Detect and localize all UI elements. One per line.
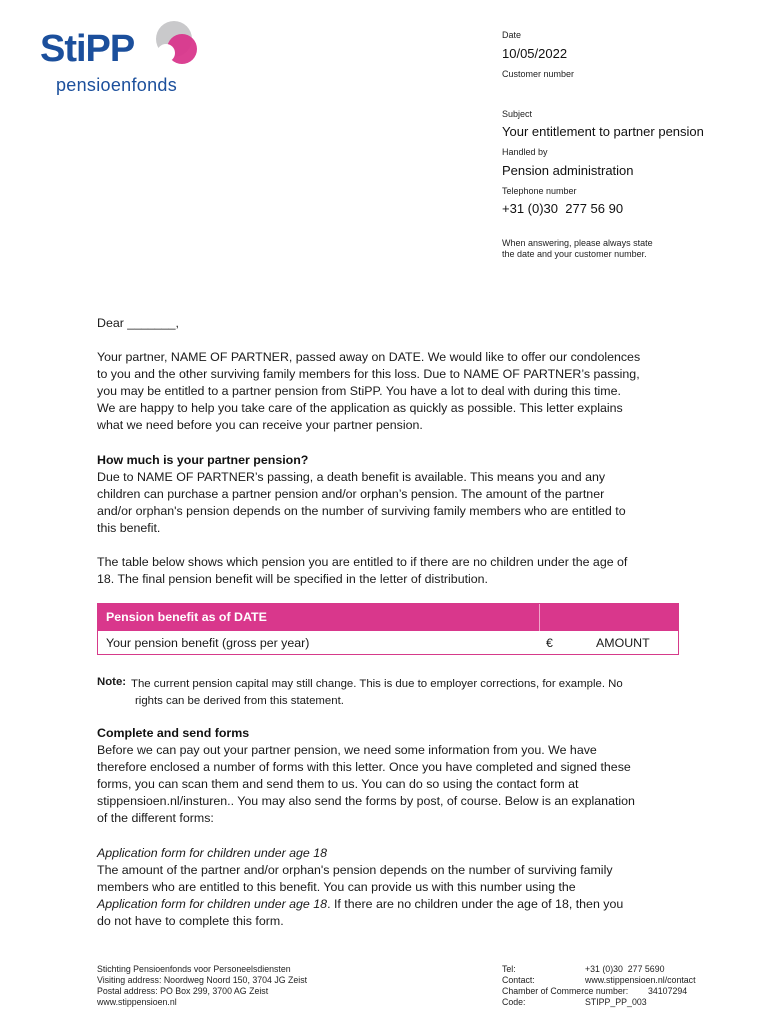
footer-website: www.stippensioen.nl [97, 997, 177, 1007]
footer-coc-label: Chamber of Commerce number: [502, 986, 629, 996]
section1-line: and/or orphan's pension depends on the number of surviving family members who are entitled to [97, 504, 626, 518]
section1-line: this benefit. [97, 521, 161, 535]
table-row-currency: € [546, 636, 553, 650]
intro-line: Your partner, NAME OF PARTNER, passed away on DATE. We would like to offer our condolences [97, 350, 641, 364]
logo-wordmark: StiPP [40, 28, 135, 70]
section1b-line: The table below shows which pension you are entitled to if there are no children under the age of [97, 555, 628, 569]
footer-tel-label: Tel: [502, 964, 516, 974]
note-label: Note: [97, 676, 127, 688]
section2-line: Before we can pay out your partner pension, we need some information from you. We have [97, 743, 597, 757]
section1b-line: 18. The final pension benefit will be specified in the letter of distribution. [97, 572, 489, 586]
intro-line: what we need before you can receive your partner pension. [97, 418, 423, 432]
footer-org-name: Stichting Pensioenfonds voor Personeelsdiensten [97, 964, 291, 974]
date-label: Date [502, 30, 522, 40]
logo-subname: pensioenfonds [56, 75, 177, 95]
footer-contact-value: www.stippensioen.nl/contact [585, 975, 696, 985]
form-line: The amount of the partner and/or orphan's pension depends on the number of surviving family [97, 863, 613, 877]
section1-line: Due to NAME OF PARTNER’s passing, a death benefit is available. This means you and any [97, 470, 606, 484]
section1-line: children can purchase a partner pension and/or orphan’s pension. The amount of the partner [97, 487, 605, 501]
subject-label: Subject [502, 109, 533, 119]
logo-circles-icon [150, 20, 204, 70]
footer-coc-value: 34107294 [648, 986, 688, 996]
note-line-2: rights can be derived from this statement. [135, 695, 344, 707]
table-divider [539, 604, 540, 631]
telephone-label: Telephone number [502, 186, 577, 196]
table-header-label: Pension benefit as of DATE [106, 610, 267, 624]
table-row-label: Your pension benefit (gross per year) [106, 636, 310, 650]
section-heading-forms: Complete and send forms [97, 726, 250, 740]
intro-line: to you and the other surviving family members for this loss. Due to NAME OF PARTNER’s passing, [97, 367, 640, 381]
date-value: 10/05/2022 [502, 46, 568, 61]
footer-visiting-address: Visiting address: Noordweg Noord 150, 3704 JG Zeist [97, 975, 308, 985]
handled-by-value: Pension administration [502, 163, 634, 178]
telephone-value: +31 (0)30 277 56 90 [502, 201, 624, 216]
section2-line: therefore enclosed a number of forms with this letter. Once you have completed and signed these [97, 760, 631, 774]
section2-line: stippensioen.nl/insturen.. You may also send the forms by post, of course. Below is an explanation [97, 794, 635, 808]
answer-note-line-2: the date and your customer number. [502, 249, 647, 259]
customer-number-label: Customer number [502, 69, 575, 79]
table-row-amount: AMOUNT [596, 636, 650, 650]
footer-postal-address: Postal address: PO Box 299, 3700 AG Zeist [97, 986, 269, 996]
handled-by-label: Handled by [502, 147, 548, 157]
footer-contact-label: Contact: [502, 975, 535, 985]
subject-value: Your entitlement to partner pension [502, 124, 704, 139]
answer-note-line-1: When answering, please always state [502, 238, 653, 248]
form-line: members who are entitled to this benefit. You can provide us with this number using the [97, 880, 576, 894]
section2-line: forms, you can scan them and send them to us. You can do so using the contact form at [97, 777, 579, 791]
form-line-rest: . If there are no children under the age of 18, then you [327, 897, 624, 911]
note-line-1: The current pension capital may still change. This is due to employer corrections, for example. No [131, 678, 623, 690]
form-line [97, 896, 687, 913]
footer-code-label: Code: [502, 997, 526, 1007]
form-name-italic: Application form for children under age 18 [97, 897, 328, 911]
footer-tel-value: +31 (0)30 277 5690 [585, 964, 665, 974]
table-header [98, 604, 678, 631]
form-heading: Application form for children under age 18 [97, 846, 328, 860]
form-line: do not have to complete this form. [97, 914, 284, 928]
footer-code-value: STIPP_PP_003 [585, 997, 647, 1007]
salutation: Dear _______, [97, 316, 179, 330]
section2-line: of the different forms: [97, 811, 214, 825]
pension-benefit-table [97, 603, 679, 655]
intro-line: We are happy to help you take care of the application as quickly as possible. This letter explains [97, 401, 623, 415]
intro-line: you may be entitled to a partner pension from StiPP. You have a lot to deal with during this time. [97, 384, 621, 398]
section-heading-partner-pension: How much is your partner pension? [97, 453, 309, 467]
